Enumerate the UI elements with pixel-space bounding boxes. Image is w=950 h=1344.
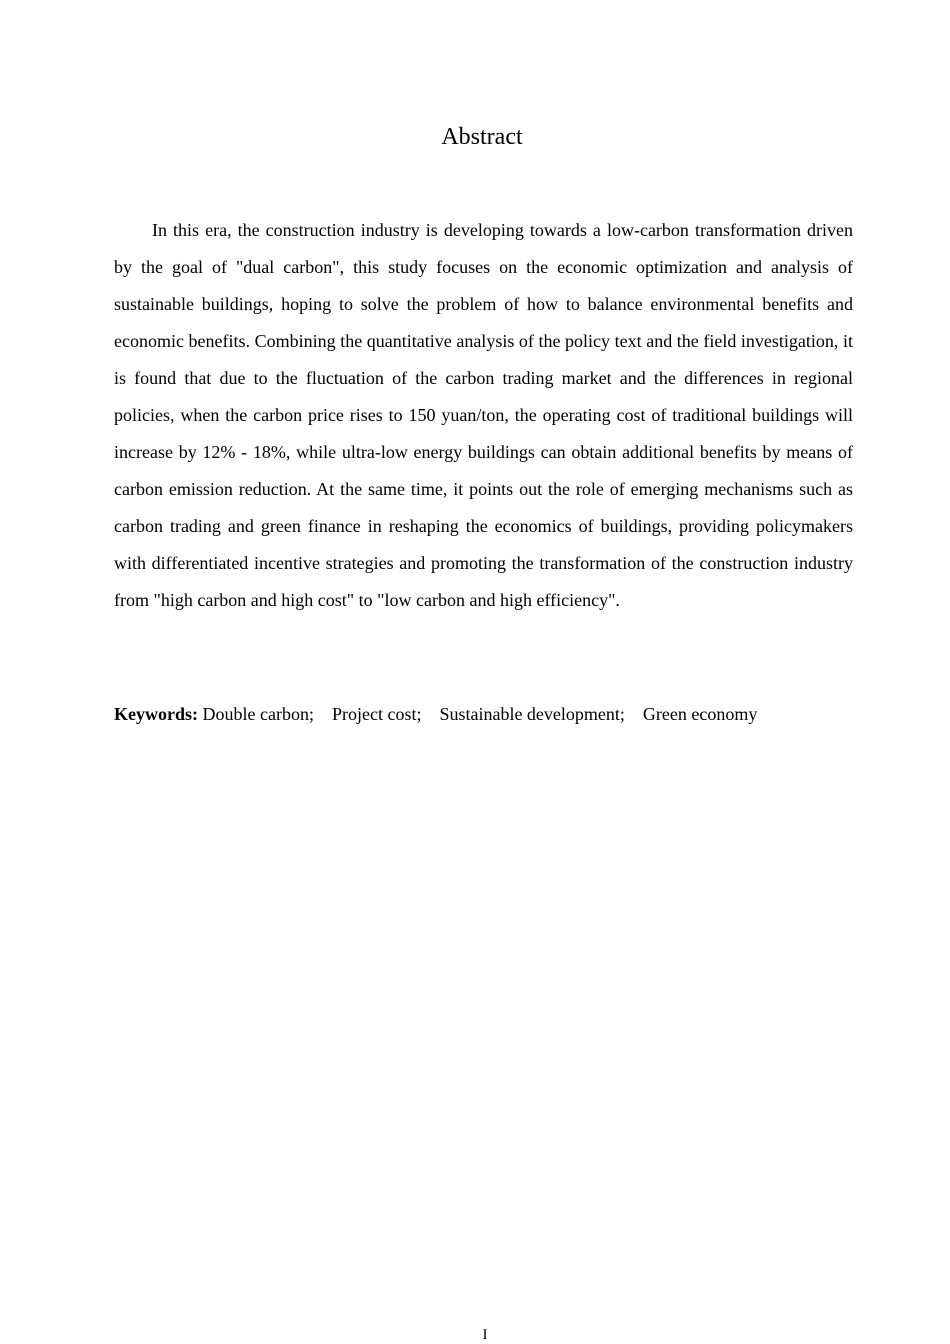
abstract-title: Abstract (441, 124, 523, 150)
abstract-body: In this era, the construction industry is developing towards a low-carbon transformation driven by the goal of "dual carbon", this study focuses on the economic optimization and analysis of sustainable buildings, hoping to solve the problem of how to balance environmental benefits and economic benefits. Combining the quantitative analysis of the policy text and the field investigation, it is found that due to the fluctuation of the carbon trading market and the differences in regional policies, when the carbon price rises to 150 yuan/ton, the operating cost of traditional buildings will increase by 12% - 18%, while ultra-low energy buildings can obtain additional benefits by means of carbon emission reduction. At the same time, it points out the role of emerging mechanisms such as carbon trading and green finance in reshaping the economics of buildings, providing policymakers with differentiated incentive strategies and promoting the transformation of the construction industry from "high carbon and high cost" to "low carbon and high efficiency". (114, 220, 853, 610)
keywords-label: Keywords: (114, 704, 198, 724)
page-number: I (482, 1327, 488, 1343)
keywords-line (114, 699, 874, 729)
keywords-list: Double carbon; Project cost; Sustainable development; Green economy (198, 704, 758, 724)
